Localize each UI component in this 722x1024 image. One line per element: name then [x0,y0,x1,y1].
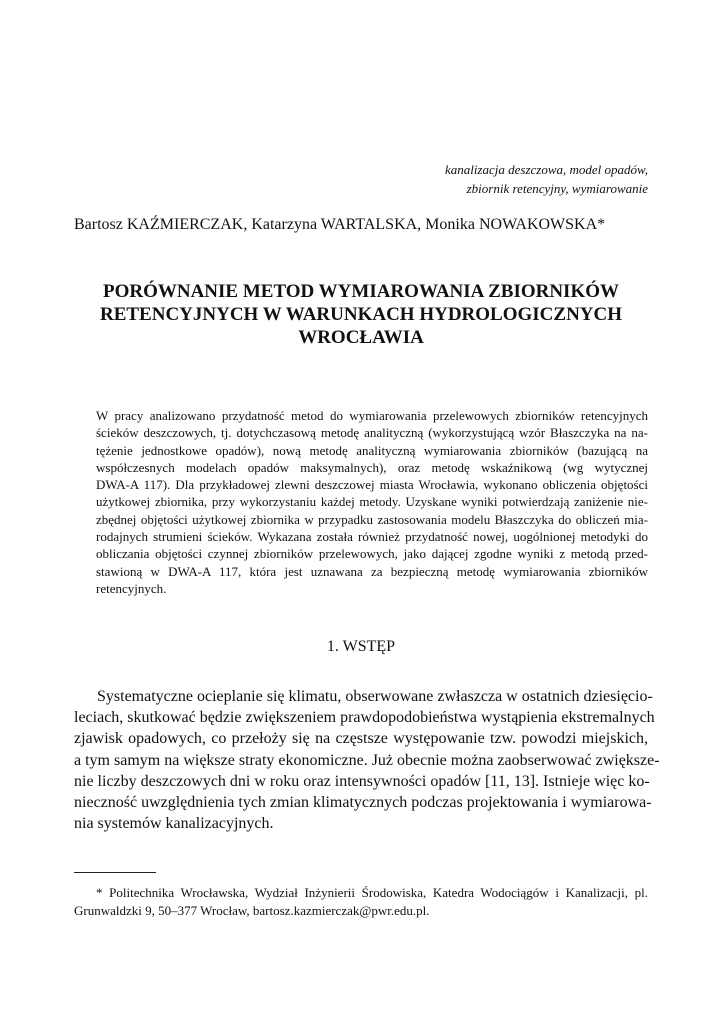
body-line: nie liczby deszczowych dni w roku oraz intensywności opadów [11, 13]. Istnieje więc ko- [74,772,650,790]
abstract-line: retencyjnych. [96,580,167,596]
footnote [74,884,648,920]
footnote-divider [74,872,156,873]
body-line: nia systemów kanalizacyjnych. [74,815,274,833]
body-line: Systematyczne ocieplanie się klimatu, obserwowane zwłaszcza w ostatnich dziesięcio- [97,688,653,705]
authors: Bartosz KAŹMIERCZAK, Katarzyna WARTALSKA, Monika NOWAKOWSKA* [74,216,606,233]
abstract-line: obliczania objętości czynnej zbiorników przelewowych, jako dającej zgodne wyniki z metodą przed- [96,546,648,562]
abstract-line: DWA-A 117). Dla przykładowej zlewni deszczowej miasta Wrocławia, wykonano obliczenia objętości [96,477,648,493]
abstract-line: zbędnej objętości użytkowej zbiornika w przypadku zastosowania modelu Błaszczyka do obliczeń mia- [96,511,648,527]
body-line: leciach, skutkować będzie zwiększeniem prawdopodobieństwa wystąpienia ekstremalnych [74,709,655,727]
abstract-line: współczesnych modelach opadów maksymalnych), oraz metodę wskaźnikową (wg wytycznej [96,459,648,475]
abstract-line: tężenie jednostkowe opadów), nową metodę analityczną wymiarowania zbiorników (bazującą na [96,442,648,458]
abstract-line: rodajnych strumieni ścieków. Wykazana została również przydatność nowej, uogólnionej metodyki do [96,529,648,545]
footnote-line: Grunwaldzki 9, 50–377 Wrocław, bartosz.kazmierczak@pwr.edu.pl. [74,903,430,918]
keywords-line-1: kanalizacja deszczowa, model opadów, [444,162,648,177]
keywords [445,160,648,198]
title-line-1: PORÓWNANIE METOD WYMIAROWANIA ZBIORNIKÓW [102,281,620,302]
abstract-line: stawioną w DWA-A 117, która jest uznawana za bezpieczną metodę wymiarowania zbiorników [96,563,648,579]
paper-title [74,280,648,349]
title-line-2: RETENCYJNYCH W WARUNKACH HYDROLOGICZNYCH [99,304,623,325]
footnote-line: * Politechnika Wrocławska, Wydział Inżynierii Środowiska, Katedra Wodociągów i Kanalizacji, pl. [96,885,648,900]
section-heading [74,638,648,656]
section-heading-text: 1. WSTĘP [326,638,396,655]
body-paragraph [74,686,660,834]
abstract-line: użytkowej zbiornika, przy wykorzystaniu każdej metody. Uzyskane wyniki potwierdzają zaniżenie nie- [96,494,648,510]
abstract-line: W pracy analizowano przydatność metod do wymiarowania przelewowych zbiorników retencyjnych [96,408,648,423]
body-line: zjawisk opadowych, co przełoży się na częstsze występowanie tzw. powodzi miejskich, [74,730,648,748]
body-line: nieczność uwzględnienia tych zmian klimatycznych podczas projektowania i wymiarowa- [74,794,652,812]
abstract [96,407,648,597]
abstract-line: ścieków deszczowych, tj. dotychczasową metodę analityczną (wykorzystującą wzór Błaszczyka na na- [96,425,648,441]
keywords-line-2: zbiornik retencyjny, wymiarowanie [466,181,648,196]
title-line-3: WROCŁAWIA [298,327,424,348]
body-line: a tym samym na większe straty ekonomiczne. Już obecnie można zaobserwować zwiększe- [74,751,660,769]
